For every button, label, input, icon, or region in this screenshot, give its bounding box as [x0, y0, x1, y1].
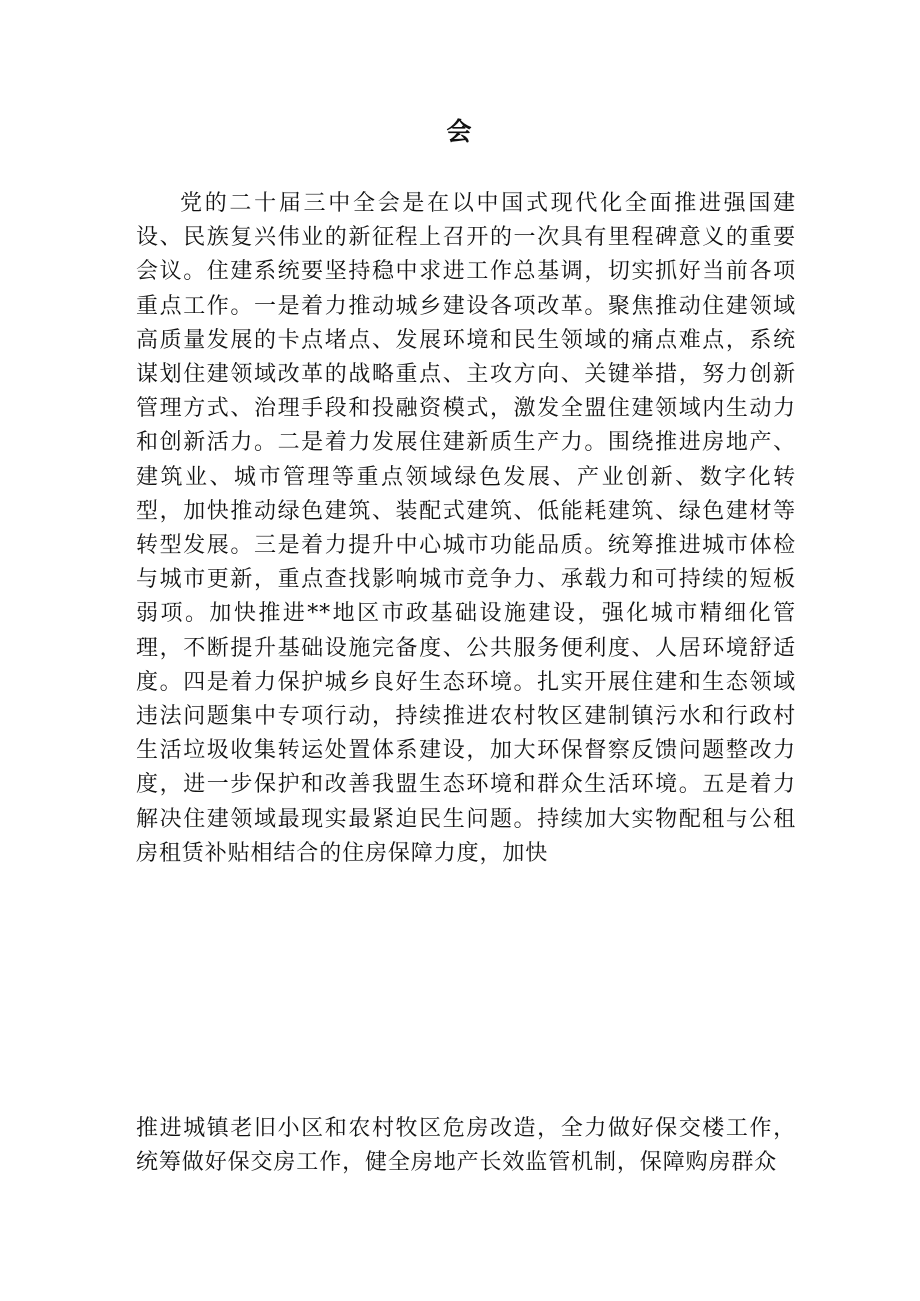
body-paragraph-2: 推进城镇老旧小区和农村牧区危房改造，全力做好保交楼工作，统筹做好保交房工作，健全房地产长效监管机制，保障购房群众	[136, 1116, 796, 1176]
body-paragraph-1: 党的二十届三中全会是在以中国式现代化全面推进强国建设、民族复兴伟业的新征程上召开的一次具有里程碑意义的重要会议。住建系统要坚持稳中求进工作总基调，切实抓好当前各项重点工作。一是着力推动城乡建设各项改革。聚焦推动住建领域高质量发展的卡点堵点、发展环境和民生领域的痛点难点，系统谋划住建领域改革的战略重点、主攻方向、关键举措，努力创新管理方式、治理手段和投融资模式，激发全盟住建领域内生动力和创新活力。二是着力发展住建新质生产力。围绕推进房地产、建筑业、城市管理等重点领域绿色发展、产业创新、数字化转型，加快推动绿色建筑、装配式建筑、低能耗建筑、绿色建材等转型发展。三是着力提升中心城市功能品质。统筹推进城市体检与城市更新，重点查找影响城市竞争力、承载力和可持续的短板弱项。加快推进**地区市政基础设施建设，强化城市精细化管理，不断提升基础设施完备度、公共服务便利度、人居环境舒适度。四是着力保护城乡良好生态环境。扎实开展住建和生态领域违法问题集中专项行动，持续推进农村牧区建制镇污水和行政村生活垃圾收集转运处置体系建设，加大环保督察反馈问题整改力度，进一步保护和改善我盟生态环境和群众生活环境。五是着力解决住建领域最现实最紧迫民生问题。持续加大实物配租与公租房租赁补贴相结合的住房保障力度，加快	[136, 191, 796, 866]
document-heading: 会	[446, 117, 474, 146]
